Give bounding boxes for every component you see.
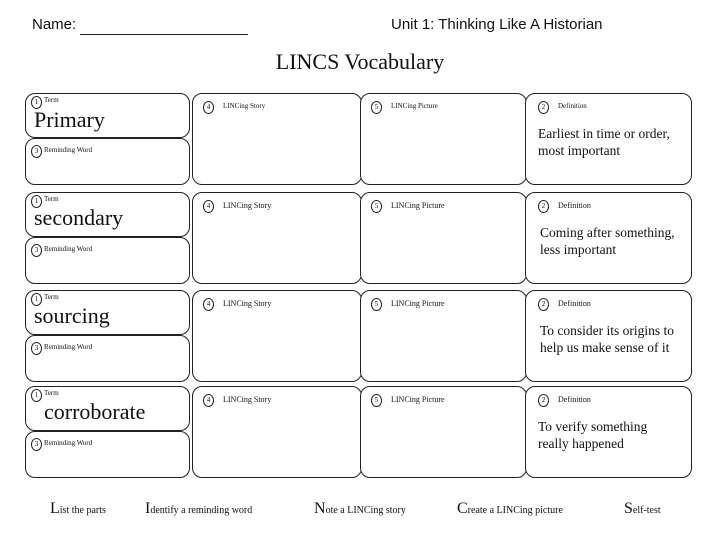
step-self-test: Self-test [624,500,661,517]
definition-box[interactable] [525,386,692,478]
lincing-picture-box[interactable] [360,192,527,284]
number-circle: 4 [203,394,214,407]
name-label: Name: [32,16,77,33]
lincing-story-label: LINCing Story [223,102,266,110]
lincing-story-box[interactable] [192,386,362,478]
lincing-story-label: LINCing Story [223,299,272,308]
reminding-word-label: Reminding Word [44,146,93,154]
step-list-parts: List the parts [50,500,106,517]
number-circle: 2 [538,394,549,407]
lincing-story-label: LINCing Story [223,201,272,210]
definition-text: Coming after something, less important [540,225,675,257]
unit-title: Unit 1: Thinking Like A Historian [391,16,603,33]
step-note-story: Note a LINCing story [314,500,406,517]
lincing-story-box[interactable] [192,93,362,185]
number-circle: 1 [31,195,42,208]
definition-box[interactable] [525,192,692,284]
term-word: sourcing [34,303,110,328]
definition-label: Definition [558,395,591,404]
reminding-word-label: Reminding Word [44,439,93,447]
number-circle: 5 [371,200,382,213]
definition-box[interactable] [525,290,692,382]
lincing-picture-label: LINCing Picture [391,201,445,210]
number-circle: 5 [371,394,382,407]
number-circle: 1 [31,293,42,306]
number-circle: 2 [538,200,549,213]
number-circle: 1 [31,96,42,109]
number-circle: 3 [31,244,42,257]
lincs-steps-footer [0,500,720,520]
vocab-row-secondary [25,192,695,286]
lincing-picture-label: LINCing Picture [391,299,445,308]
lincing-picture-label: LINCing Picture [391,395,445,404]
definition-text: To consider its origins to help us make sense of it [540,323,675,355]
number-circle: 4 [203,200,214,213]
step-create-picture: Create a LINCing picture [457,500,563,517]
reminding-word-label: Reminding Word [44,343,93,351]
number-circle: 5 [371,298,382,311]
reminding-word-label: Reminding Word [44,245,93,253]
number-circle: 4 [203,101,214,114]
term-box[interactable] [25,93,190,138]
term-label: Term [44,96,59,104]
lincing-picture-label: LINCing Picture [391,102,438,110]
definition-text: To verify something really happened [538,419,648,451]
vocab-row-corroborate [25,386,695,480]
reminding-word-box[interactable] [25,138,190,185]
term-box[interactable] [25,386,190,431]
lincing-story-box[interactable] [192,290,362,382]
name-blank-line[interactable] [80,34,248,35]
vocab-row-primary [25,93,695,187]
reminding-word-box[interactable] [25,237,190,284]
term-box[interactable] [25,290,190,335]
lincing-story-box[interactable] [192,192,362,284]
vocab-row-sourcing [25,290,695,384]
term-word: secondary [34,205,124,230]
number-circle: 2 [538,101,549,114]
lincing-picture-box[interactable] [360,93,527,185]
term-box[interactable] [25,192,190,237]
lincing-picture-box[interactable] [360,290,527,382]
definition-text: Earliest in time or order, most important [538,126,670,158]
term-label: Term [44,389,59,397]
definition-label: Definition [558,201,591,210]
lincing-story-label: LINCing Story [223,395,272,404]
step-identify-word: Identify a reminding word [145,500,253,517]
number-circle: 4 [203,298,214,311]
number-circle: 3 [31,438,42,451]
definition-label: Definition [558,299,591,308]
number-circle: 2 [538,298,549,311]
term-word: corroborate [44,399,146,424]
number-circle: 3 [31,342,42,355]
reminding-word-box[interactable] [25,335,190,382]
reminding-word-box[interactable] [25,431,190,478]
definition-box[interactable] [525,93,692,185]
term-label: Term [44,293,59,301]
definition-label: Definition [558,102,587,110]
page-title: LINCS Vocabulary [275,49,445,74]
number-circle: 5 [371,101,382,114]
lincing-picture-box[interactable] [360,386,527,478]
number-circle: 3 [31,145,42,158]
term-label: Term [44,195,59,203]
term-word: Primary [34,107,105,132]
number-circle: 1 [31,389,42,402]
